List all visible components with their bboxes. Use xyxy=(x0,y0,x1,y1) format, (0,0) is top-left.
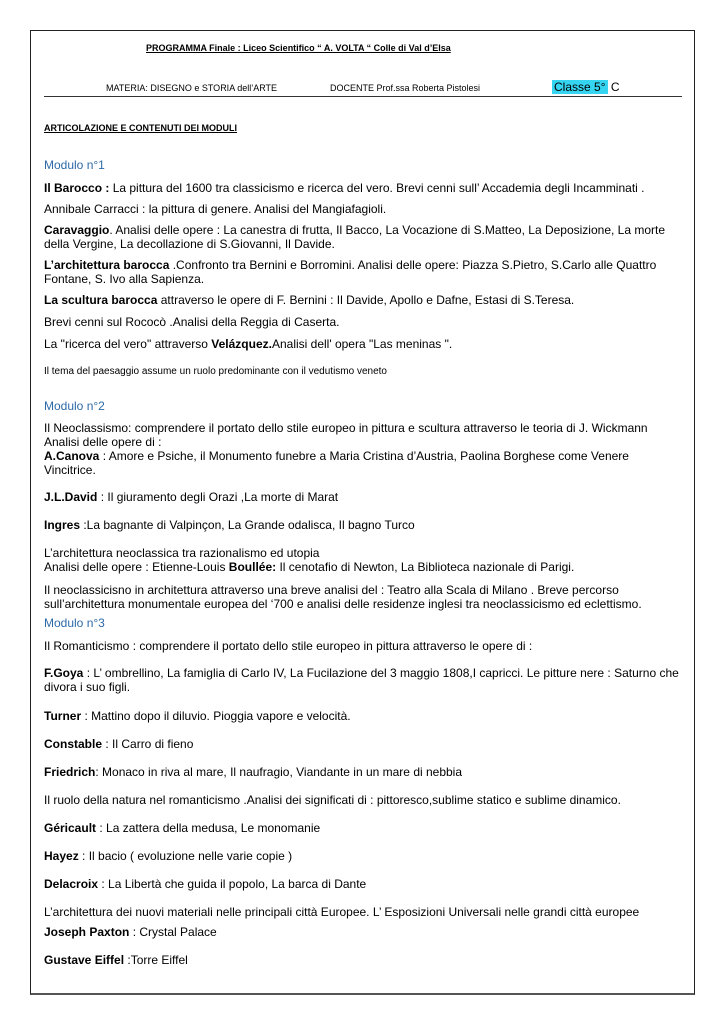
modulo1-title: Modulo n°1 xyxy=(44,158,105,172)
arch-neoclassica-paragraph xyxy=(44,546,684,574)
scultura-paragraph xyxy=(44,293,684,307)
modulo3-title: Modulo n°3 xyxy=(44,616,105,630)
friedrich-paragraph xyxy=(44,765,684,779)
eiffel-paragraph xyxy=(44,953,684,967)
hayez-paragraph xyxy=(44,849,684,863)
rococo-paragraph: Brevi cenni sul Rococò .Analisi della Reggia di Caserta. xyxy=(44,315,340,329)
romanticismo-paragraph: Il Romanticismo : comprendere il portato dello stile europeo in pittura attraverso le opere di : xyxy=(44,639,533,653)
neoclassicismo-paragraph xyxy=(44,421,684,477)
ingres-paragraph xyxy=(44,518,684,532)
goya-label: F.Goya xyxy=(44,666,84,680)
caravaggio-label: Caravaggio xyxy=(44,223,110,237)
neoclassicismo-arch-paragraph: Il neoclassicisno in architettura attraverso una breve analisi del : Teatro alla Scala di Milano . Breve percorso sull’architettura monumentale europea del ‘700 e analisi delle residenze inglesi tra neoclassicismo ed eclettismo. xyxy=(44,583,642,611)
arch-barocca-text: .Confronto tra Bernini e Borromini. Analisi delle opere: Piazza S.Pietro, S.Carlo alle Quattro Fontane, S. Ivo alla Sapienza. xyxy=(44,258,657,286)
velazquez-label: Velázquez. xyxy=(211,337,272,351)
barocco-text: La pittura del 1600 tra classicismo e ricerca del vero. Brevi cenni sull’ Accademia degli Incamminati . xyxy=(109,181,645,195)
david-text: : Il giuramento degli Orazi ,La morte di Marat xyxy=(97,490,339,504)
eiffel-text: :Torre Eiffel xyxy=(124,953,188,967)
turner-text: : Mattino dopo il diluvio. Pioggia vapore e velocità. xyxy=(81,709,351,723)
arch-neoclassica-line1: L’architettura neoclassica tra razionalismo ed utopia xyxy=(44,546,320,560)
natura-paragraph: Il ruolo della natura nel romanticismo .Analisi dei significati di : pittoresco,sublime statico e sublime dinamico. xyxy=(44,793,621,807)
boullee-intro: Analisi delle opere : Etienne-Louis xyxy=(44,560,229,574)
delacroix-paragraph xyxy=(44,877,684,891)
header-divider xyxy=(44,96,682,97)
delacroix-text: : La Libertà che guida il popolo, La barca di Dante xyxy=(98,877,367,891)
boullee-label: Boullée: xyxy=(228,560,277,574)
classe-label xyxy=(552,80,620,94)
gericault-paragraph xyxy=(44,821,684,835)
materia-label: MATERIA: DISEGNO e STORIA dell’ARTE xyxy=(106,83,278,93)
hayez-text: : Il bacio ( evoluzione nelle varie copie ) xyxy=(78,849,293,863)
ingres-label: Ingres xyxy=(44,518,81,532)
programma-title: PROGRAMMA Finale : Liceo Scientifico “ A. VOLTA “ Colle di Val d’Elsa xyxy=(146,43,451,53)
david-paragraph xyxy=(44,490,684,504)
velazquez-text: Analisi dell' opera "Las meninas ". xyxy=(271,337,453,351)
goya-paragraph xyxy=(44,666,684,694)
gericault-text: : La zattera della medusa, Le monomanie xyxy=(96,821,321,835)
barocco-paragraph xyxy=(44,181,684,195)
constable-paragraph xyxy=(44,737,684,751)
velazquez-paragraph xyxy=(44,337,684,351)
goya-text: : L’ ombrellino, La famiglia di Carlo IV, La Fucilazione del 3 maggio 1808,I capricci. Le pitture nere : Saturno che divora i suo figli. xyxy=(44,666,679,694)
turner-paragraph xyxy=(44,709,684,723)
modulo2-title: Modulo n°2 xyxy=(44,399,105,413)
arch-barocca-paragraph xyxy=(44,258,684,286)
paxton-text: : Crystal Palace xyxy=(129,925,217,939)
neoclassicismo-line2: Analisi delle opere di : xyxy=(44,435,162,449)
classe-highlight: Classe 5° xyxy=(554,80,606,94)
caravaggio-text: . Analisi delle opere : La canestra di frutta, Il Bacco, La Vocazione di S.Matteo, La Deposizione, La morte della Vergine, La decollazione di S.Giovanni, Il Davide. xyxy=(44,223,666,251)
canova-paragraph xyxy=(44,449,684,477)
barocco-label: Il Barocco : xyxy=(44,181,110,195)
hayez-label: Hayez xyxy=(44,849,79,863)
classe-section: C xyxy=(607,80,620,94)
canova-label: A.Canova xyxy=(44,449,100,463)
carracci-paragraph: Annibale Carracci : la pittura di genere. Analisi del Mangiafagioli. xyxy=(44,202,387,216)
gericault-label: Géricault xyxy=(44,821,97,835)
caravaggio-paragraph xyxy=(44,223,684,251)
paesaggio-paragraph: Il tema del paesaggio assume un ruolo predominante con il vedutismo veneto xyxy=(44,366,387,377)
canova-text: : Amore e Psiche, il Monumento funebre a Maria Cristina d’Austria, Paolina Borghese come Venere Vincitrice. xyxy=(44,449,629,477)
docente-label: DOCENTE Prof.ssa Roberta Pistolesi xyxy=(330,83,481,93)
paxton-paragraph xyxy=(44,925,684,939)
paxton-label: Joseph Paxton xyxy=(44,925,130,939)
velazquez-intro: La "ricerca del vero" attraverso xyxy=(44,337,212,351)
scultura-text: attraverso le opere di F. Bernini : Il Davide, Apollo e Dafne, Estasi di S.Teresa. xyxy=(157,293,575,307)
boullee-line xyxy=(44,560,684,574)
friedrich-text: : Monaco in riva al mare, Il naufragio, Viandante in un mare di nebbia xyxy=(95,765,463,779)
friedrich-label: Friedrich xyxy=(44,765,96,779)
materiali-paragraph: L’architettura dei nuovi materiali nelle principali città Europee. L’ Esposizioni Universali nelle grandi città europee xyxy=(44,905,640,919)
neoclassicismo-line1: Il Neoclassismo: comprendere il portato dello stile europeo in pittura e scultura attraverso le teoria di J. Wickmann xyxy=(44,421,648,435)
turner-label: Turner xyxy=(44,709,82,723)
boullee-text: Il cenotafio di Newton, La Biblioteca nazionale di Parigi. xyxy=(276,560,575,574)
ingres-text: :La bagnante di Valpinçon, La Grande odalisca, Il bagno Turco xyxy=(80,518,415,532)
eiffel-label: Gustave Eiffel xyxy=(44,953,125,967)
articolazione-heading: ARTICOLAZIONE E CONTENUTI DEI MODULI xyxy=(44,123,237,133)
delacroix-label: Delacroix xyxy=(44,877,99,891)
constable-label: Constable xyxy=(44,737,103,751)
arch-barocca-label: L’architettura barocca xyxy=(44,258,170,272)
david-label: J.L.David xyxy=(44,490,98,504)
scultura-label: La scultura barocca xyxy=(44,293,158,307)
constable-text: : Il Carro di fieno xyxy=(102,737,194,751)
